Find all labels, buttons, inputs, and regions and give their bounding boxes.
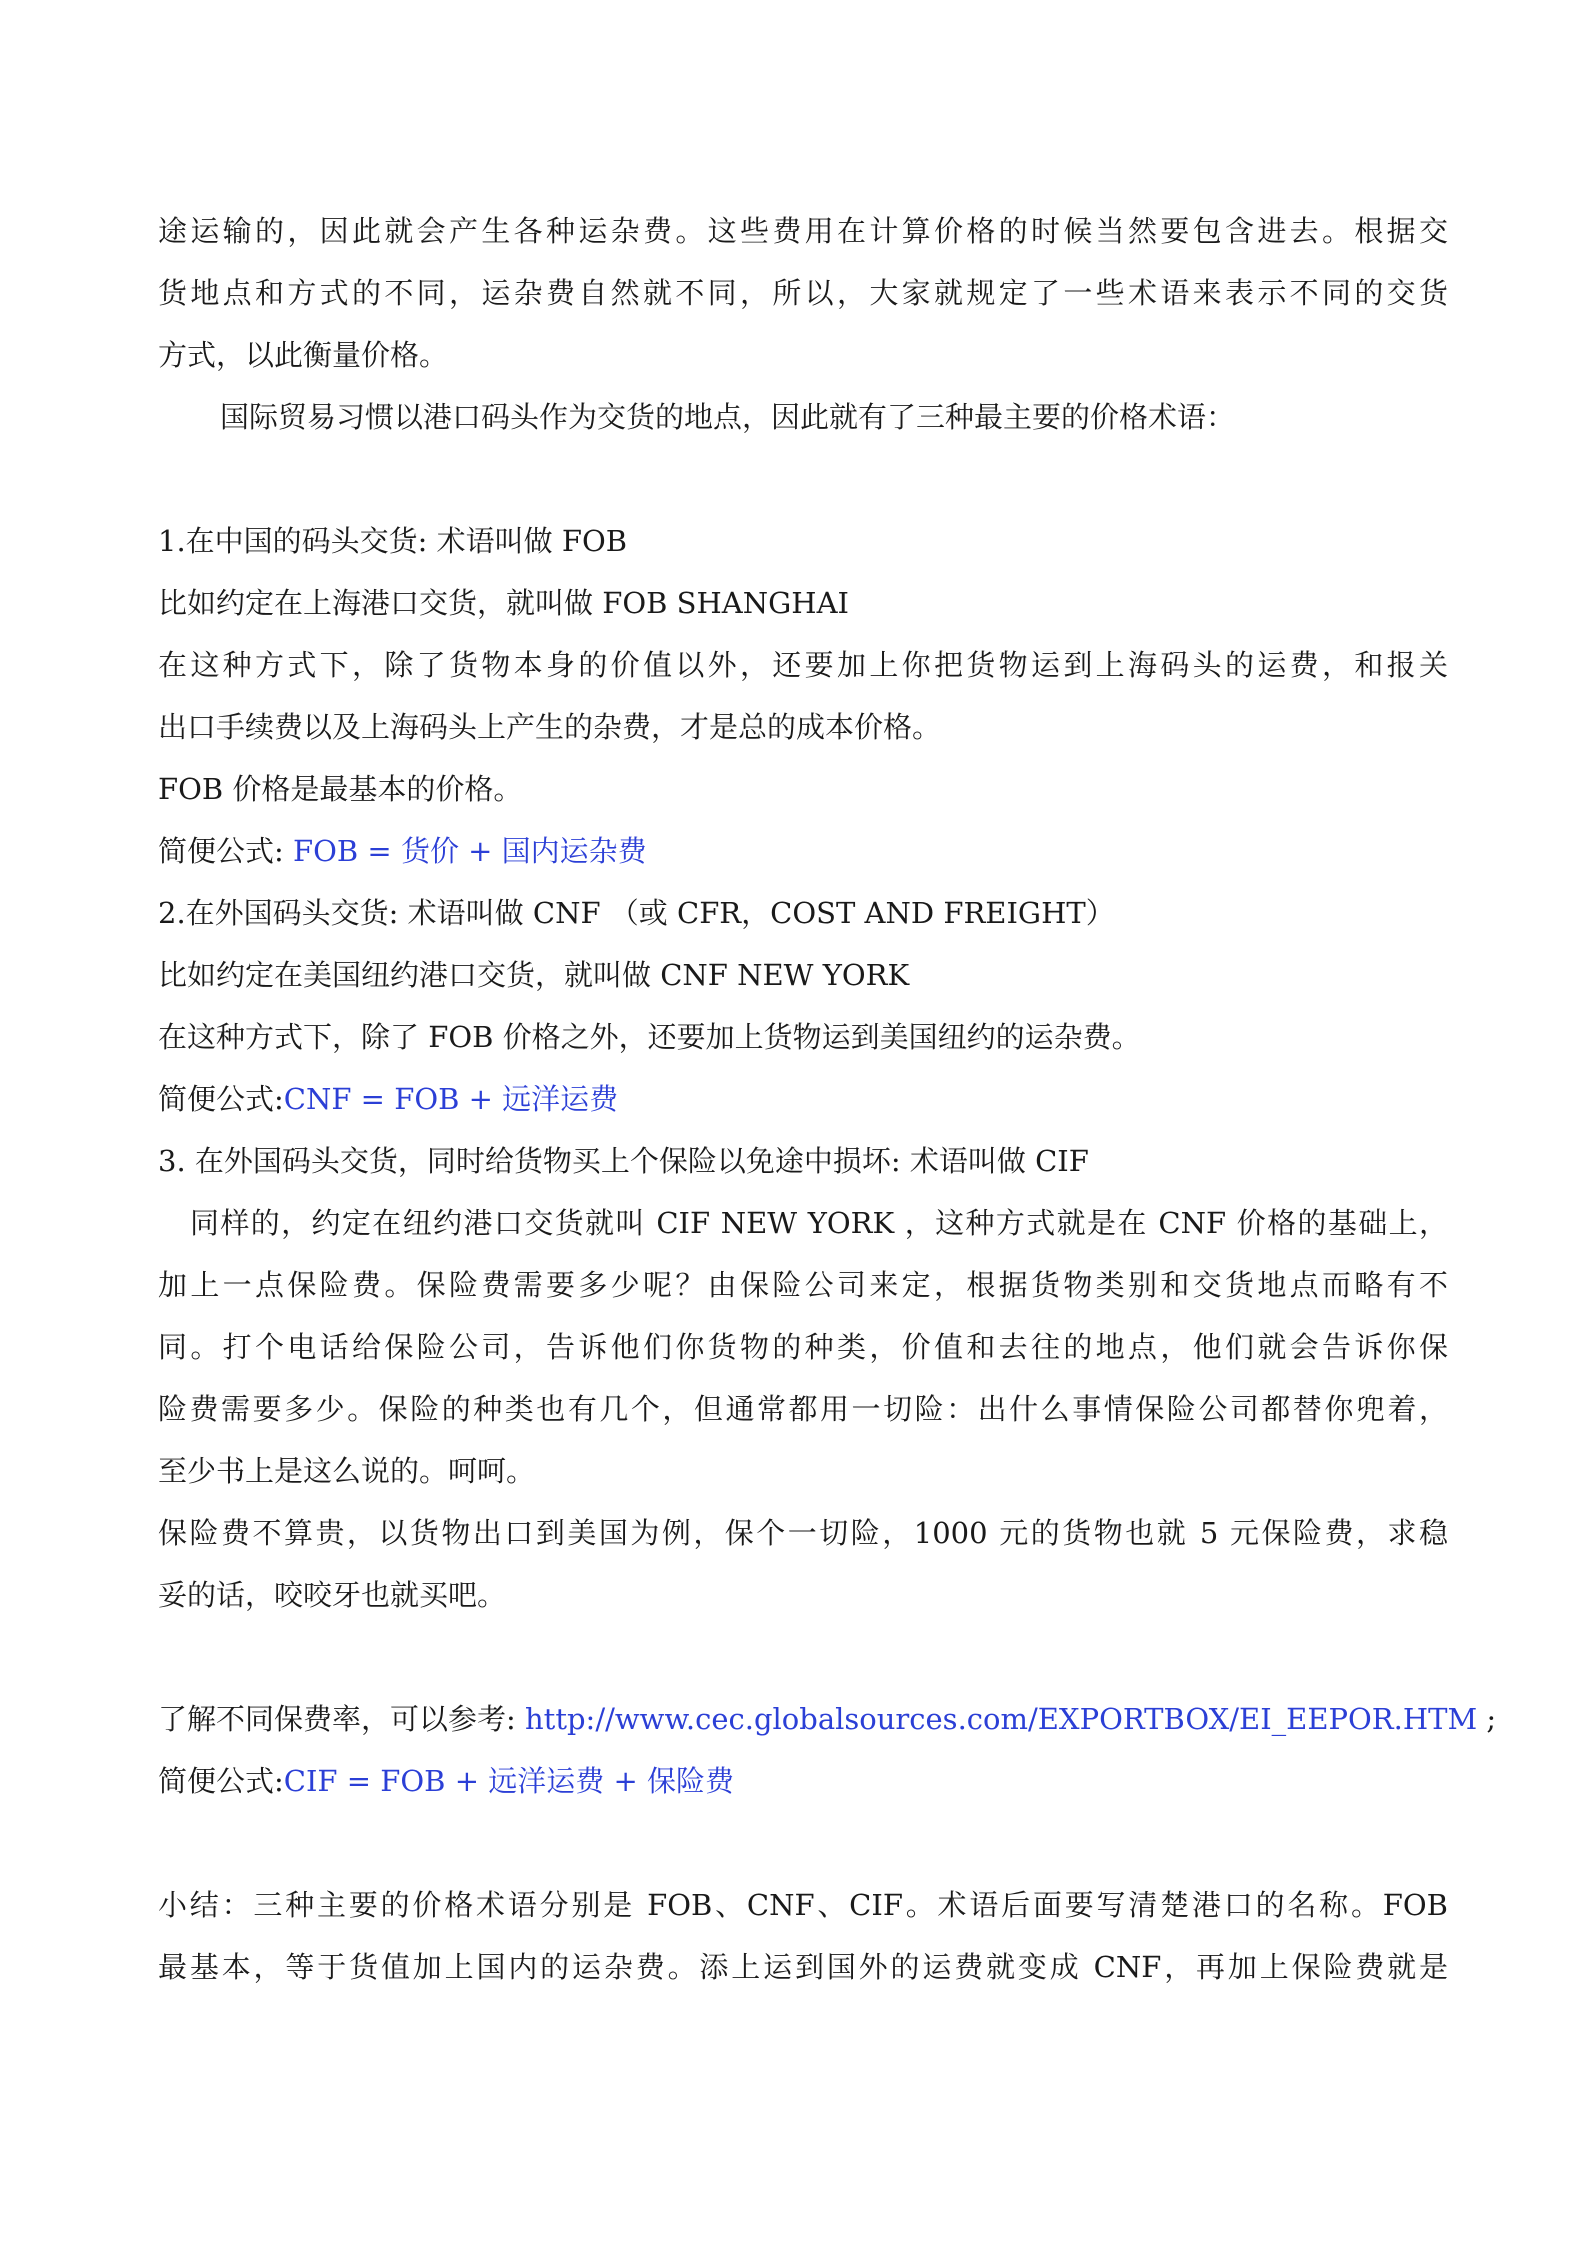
cif-p1-line-3: 同。打个电话给保险公司，告诉他们你货物的种类，价值和去往的地点，他们就会告诉你保 <box>158 1330 1448 1364</box>
cif-formula-line <box>158 1750 1448 1812</box>
cif-p1-line-1: 同样的，约定在纽约港口交货就叫 CIF NEW YORK ，这种方式就是在 CNF 价格的基础上， <box>190 1206 1448 1240</box>
spacer <box>158 448 1448 510</box>
cif-p2-line-1: 保险费不算贵，以货物出口到美国为例，保个一切险，1000 元的货物也就 5 元保险费，求稳 <box>158 1516 1448 1550</box>
fob-heading: 1.在中国的码头交货: 术语叫做 FOB <box>158 524 628 558</box>
document-body <box>158 200 1497 1998</box>
intro-line-1: 途运输的，因此就会产生各种运杂费。这些费用在计算价格的时候当然要包含进去。根据交 <box>158 214 1448 248</box>
spacer <box>158 1626 1448 1688</box>
cif-reference-link[interactable]: http://www.cec.globalsources.com/EXPORTBOX/EI_EEPOR.HTM <box>525 1702 1478 1736</box>
intro-line-2: 货地点和方式的不同，运杂费自然就不同，所以，大家就规定了一些术语来表示不同的交货 <box>158 276 1448 310</box>
fob-example: 比如约定在上海港口交货，就叫做 FOB SHANGHAI <box>158 586 849 620</box>
intro-line-3: 方式，以此衡量价格。 <box>158 338 449 372</box>
cnf-formula: CNF = FOB + 远洋运费 <box>283 1082 619 1116</box>
cif-p2-line-2: 妥的话，咬咬牙也就买吧。 <box>158 1578 507 1612</box>
cnf-example: 比如约定在美国纽约港口交货，就叫做 CNF NEW YORK <box>158 958 910 992</box>
spacer <box>158 1812 1448 1874</box>
cnf-desc: 在这种方式下，除了 FOB 价格之外，还要加上货物运到美国纽约的运杂费。 <box>158 1020 1141 1054</box>
cif-formula: CIF = FOB + 远洋运费 + 保险费 <box>283 1764 734 1798</box>
cif-p1-line-4: 险费需要多少。保险的种类也有几个，但通常都用一切险：出什么事情保险公司都替你兜着， <box>158 1392 1448 1426</box>
cif-reference-label: 了解不同保费率，可以参考: <box>158 1702 525 1736</box>
cif-reference-line <box>158 1688 1497 1750</box>
cif-p1-line-2: 加上一点保险费。保险费需要多少呢？由保险公司来定，根据货物类别和交货地点而略有不 <box>158 1268 1448 1302</box>
cnf-formula-line <box>158 1068 1448 1130</box>
fob-desc-line-1: 在这种方式下，除了货物本身的价值以外，还要加上你把货物运到上海码头的运费，和报关 <box>158 648 1448 682</box>
cif-reference-tail: ; <box>1477 1702 1497 1736</box>
fob-formula-line <box>158 820 1448 882</box>
cnf-heading: 2.在外国码头交货: 术语叫做 CNF （或 CFR，COST AND FREIGHT） <box>158 896 1115 930</box>
cnf-formula-label: 简便公式: <box>158 1082 284 1116</box>
cif-formula-label: 简便公式: <box>158 1764 284 1798</box>
summary-line-2: 最基本，等于货值加上国内的运杂费。添上运到国外的运费就变成 CNF，再加上保险费就是 <box>158 1950 1448 1984</box>
intro-line-4: 国际贸易习惯以港口码头作为交货的地点，因此就有了三种最主要的价格术语： <box>220 400 1236 434</box>
fob-desc-line-2: 出口手续费以及上海码头上产生的杂费，才是总的成本价格。 <box>158 710 942 744</box>
summary-line-1: 小结：三种主要的价格术语分别是 FOB、CNF、CIF。术语后面要写清楚港口的名称。FOB <box>158 1888 1448 1922</box>
cif-p1-line-5: 至少书上是这么说的。呵呵。 <box>158 1454 536 1488</box>
fob-formula: FOB = 货价 + 国内运杂费 <box>293 834 647 868</box>
fob-formula-label: 简便公式: <box>158 834 293 868</box>
fob-note: FOB 价格是最基本的价格。 <box>158 772 523 806</box>
cif-heading: 3. 在外国码头交货，同时给货物买上个保险以免途中损坏: 术语叫做 CIF <box>158 1144 1089 1178</box>
